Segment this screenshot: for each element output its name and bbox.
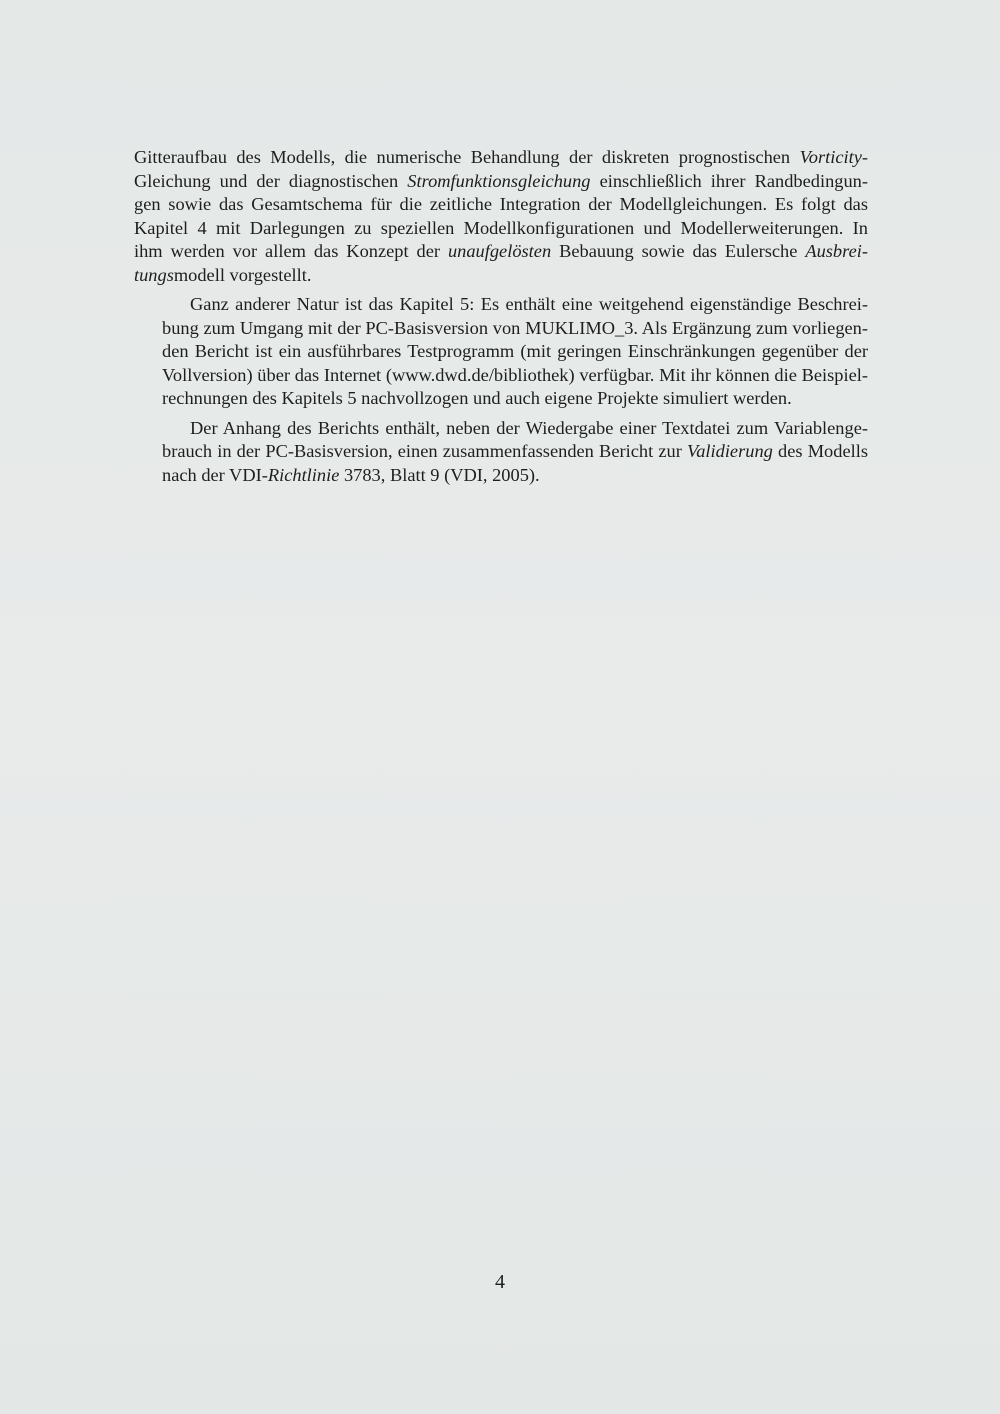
text-line: Kapitel 4 mit Darlegungen zu speziellen Modellkonfigurationen und Modellerweiterungen. In [134, 217, 868, 238]
paragraph [134, 417, 868, 488]
text-line: Der Anhang des Berichts enthält, neben der Wiedergabe einer Textdatei zum Variablenge- [190, 417, 868, 438]
italic-term: unaufgelösten [447, 241, 552, 261]
text-line: nach der VDI-Richtlinie 3783, Blatt 9 (VDI, 2005). [162, 464, 540, 485]
text-line: den Bericht ist ein ausführbares Testprogramm (mit geringen Einschränkungen gegenüber der [162, 341, 868, 361]
body-text [134, 146, 868, 487]
text-line: ihm werden vor allem das Konzept der unaufgelösten Bebauung sowie das Eulersche Ausbrei- [134, 241, 868, 261]
text-line: Gleichung und der diagnostischen Stromfunktionsgleichung einschließlich ihrer Randbedingun- [134, 170, 868, 191]
text-line: tungsmodell vorgestellt. [134, 264, 312, 285]
text-line: brauch in der PC-Basisversion, einen zusammenfassenden Bericht zur Validierung des Modells [162, 441, 868, 461]
italic-term: tungs [134, 264, 174, 285]
text-line: gen sowie das Gesamtschema für die zeitliche Integration der Modellgleichungen. Es folgt das [134, 194, 868, 214]
text-line: Vollversion) über das Internet (www.dwd.de/bibliothek) verfügbar. Mit ihr können die Beispiel- [162, 364, 868, 385]
paragraph [134, 293, 868, 411]
italic-term: Stromfunktionsgleichung [407, 170, 591, 191]
text-line: Gitteraufbau des Modells, die numerische Behandlung der diskreten prognostischen Vorticity- [134, 147, 868, 167]
text-line: Ganz anderer Natur ist das Kapitel 5: Es enthält eine weitgehend eigenständige Beschrei- [190, 294, 868, 314]
italic-term: Validierung [687, 441, 773, 461]
italic-term: Vorticity- [799, 147, 868, 167]
page-number: 4 [495, 1271, 505, 1293]
text-line: bung zum Umgang mit der PC-Basisversion von MUKLIMO_3. Als Ergänzung zum vorliegen- [162, 317, 868, 338]
text-line: rechnungen des Kapitels 5 nachvollzogen und auch eigene Projekte simuliert werden. [162, 388, 792, 408]
paragraph [134, 146, 868, 287]
italic-term: Ausbrei- [805, 241, 868, 261]
italic-term: Richtlinie [267, 464, 340, 485]
